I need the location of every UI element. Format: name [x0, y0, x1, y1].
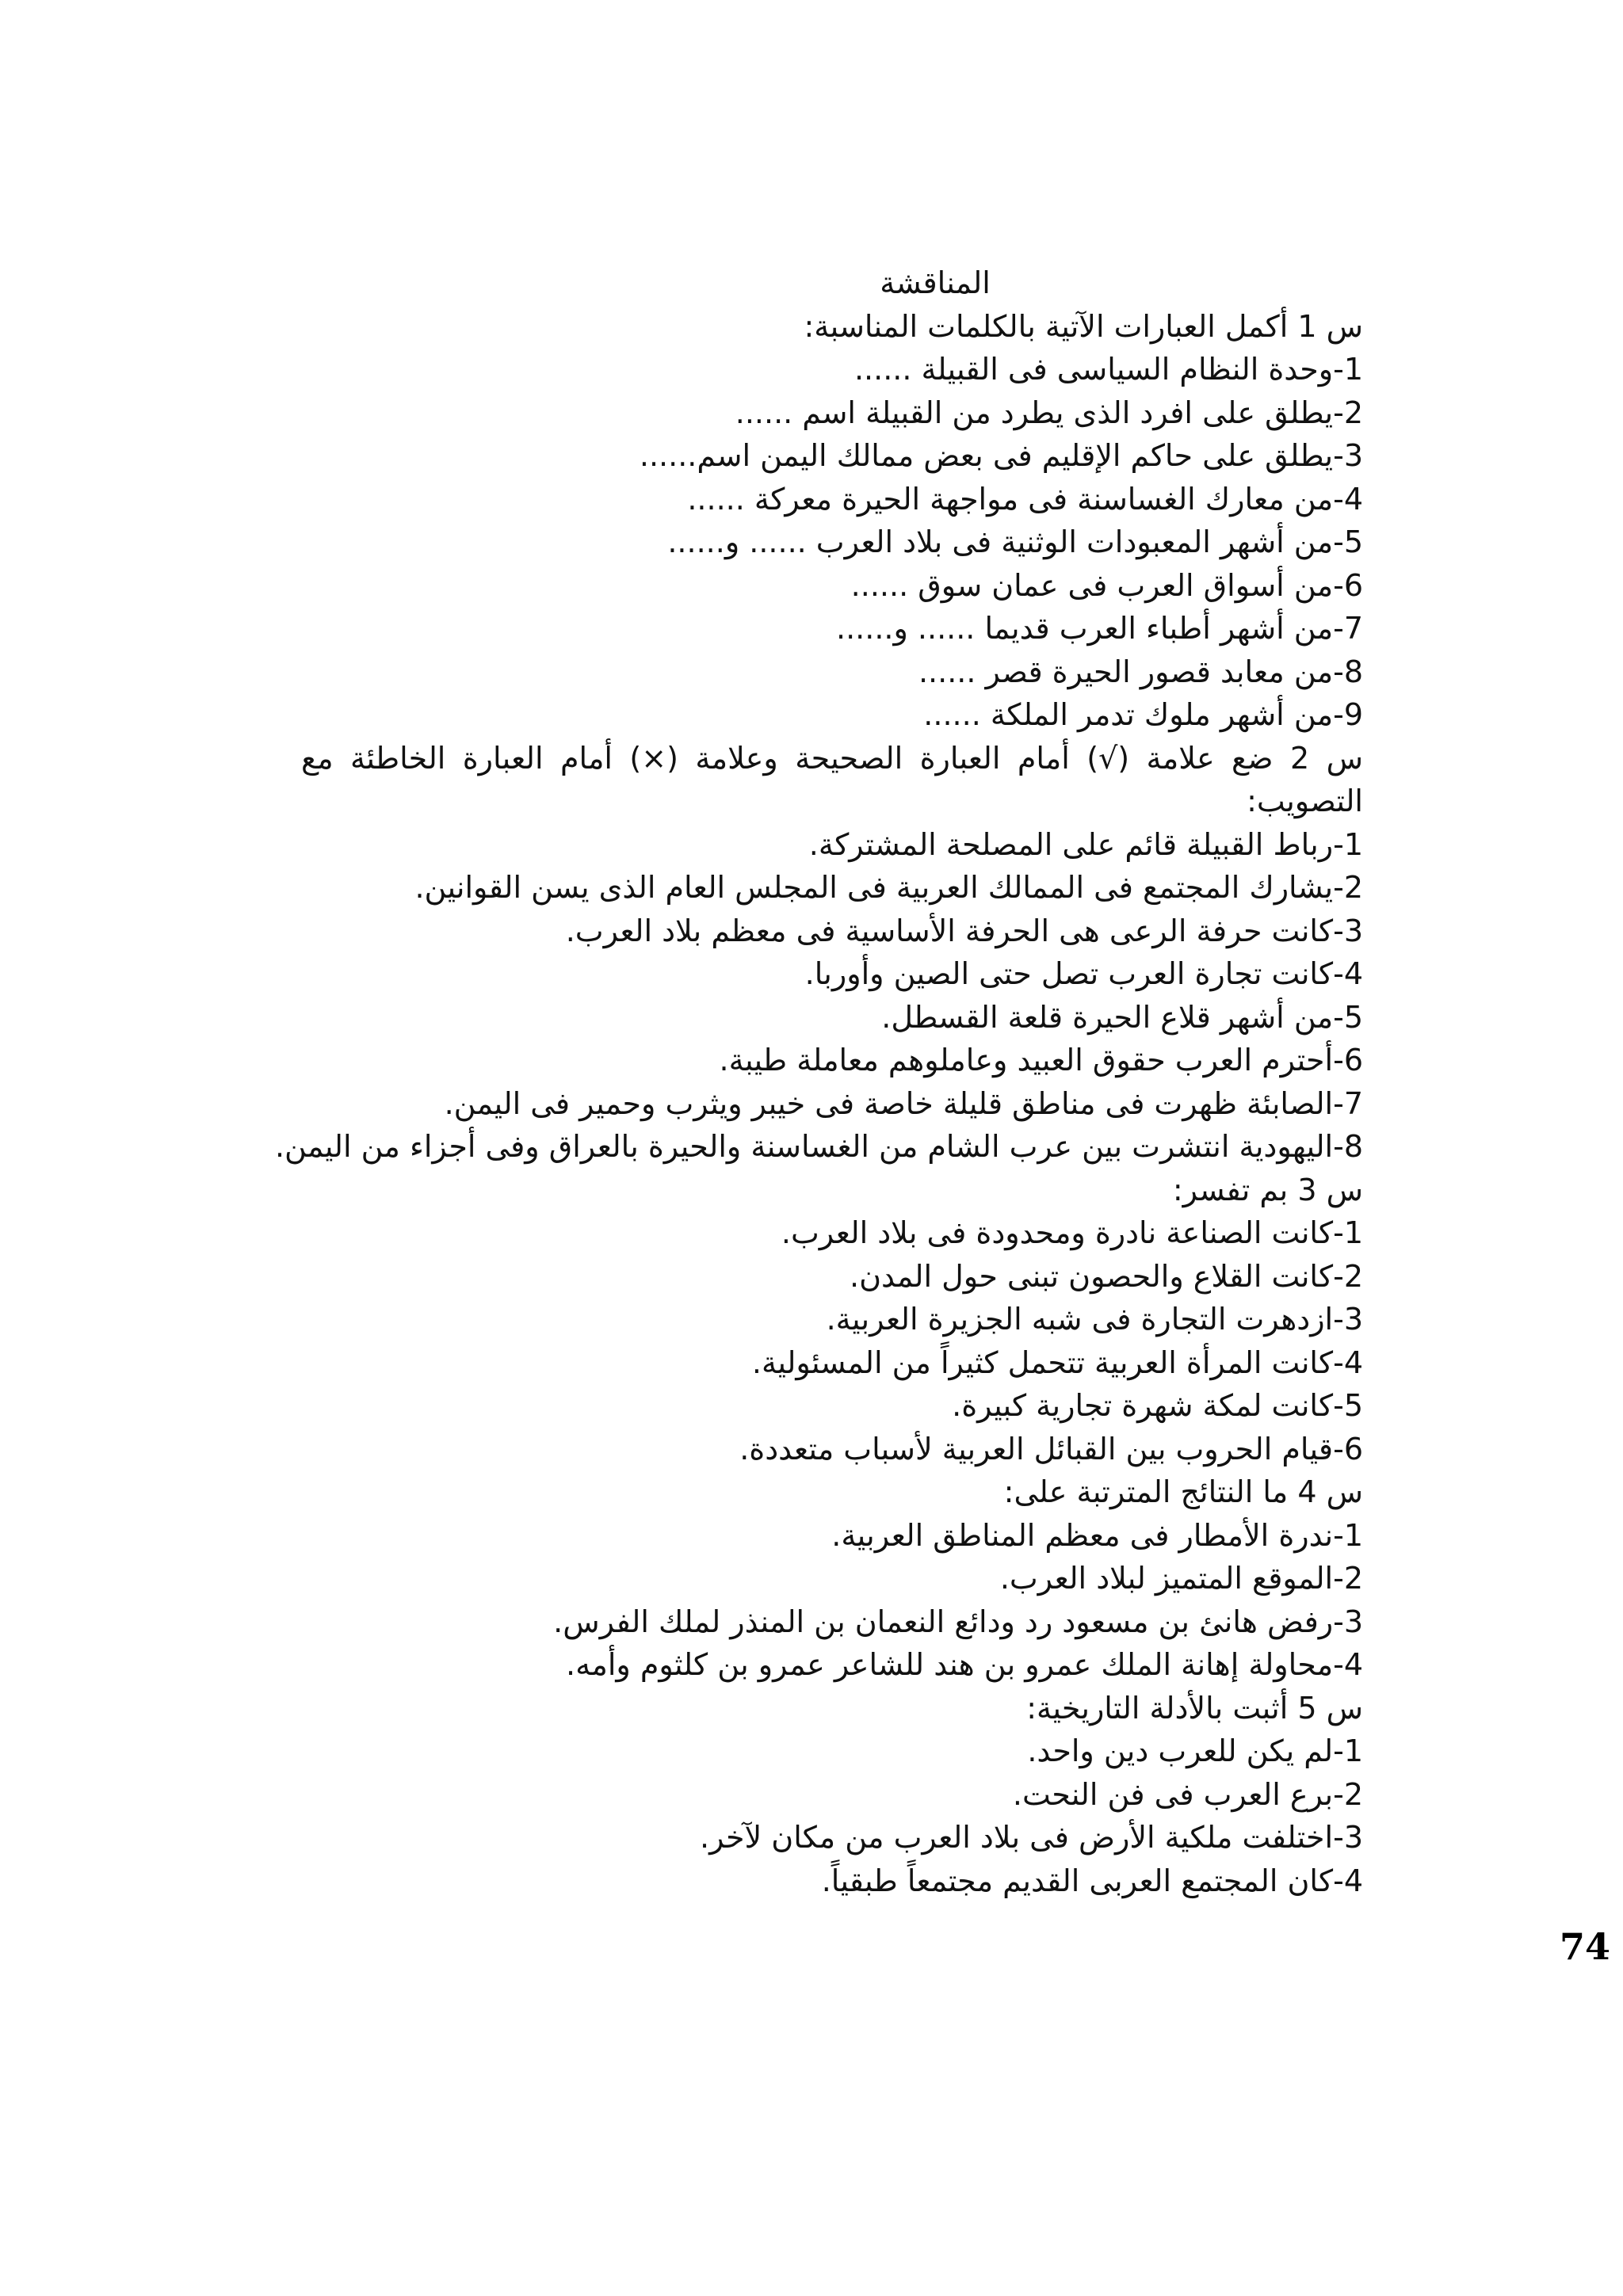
- question-5-item-1: 1-لم يكن للعرب دين واحد.: [1027, 1733, 1363, 1768]
- question-4-item-2: 2-الموقع المتميز لبلاد العرب.: [999, 1561, 1363, 1596]
- question-5-heading: س 5 أثبت بالأدلة التاريخية:: [1026, 1690, 1363, 1726]
- question-2-item-8: 8-اليهودية انتشرت بين عرب الشام من الغساسنة والحيرة بالعراق وفى أجزاء من اليمن.: [274, 1129, 1363, 1164]
- question-1-item-2: 2-يطلق على افرد الذى يطرد من القبيلة اسم ......: [735, 395, 1363, 430]
- question-1-item-7: 7-من أشهر أطباء العرب قديما ...... و......: [836, 611, 1363, 646]
- question-1-item-5: 5-من أشهر المعبودات الوثنية فى بلاد العرب ...... و......: [667, 524, 1363, 559]
- question-2-item-4: 4-كانت تجارة العرب تصل حتى الصين وأوربا.: [804, 956, 1363, 991]
- discussion-section: [274, 261, 1363, 1902]
- question-1-item-8: 8-من معابد قصور الحيرة قصر ......: [918, 654, 1363, 689]
- question-5-item-2: 2-برع العرب فى فن النحت.: [1012, 1776, 1363, 1812]
- question-2-heading-continuation: التصويب:: [1247, 784, 1363, 818]
- question-2-item-5: 5-من أشهر قلاع الحيرة قلعة القسطل.: [881, 999, 1363, 1035]
- question-4-item-1: 1-ندرة الأمطار فى معظم المناطق العربية.: [831, 1517, 1363, 1553]
- question-2-item-2: 2-يشارك المجتمع فى الممالك العربية فى المجلس العام الذى يسن القوانين.: [414, 870, 1363, 905]
- question-5-item-4: 4-كان المجتمع العربى القديم مجتمعاً طبقياً.: [821, 1863, 1363, 1898]
- question-3-item-4: 4-كانت المرأة العربية تتحمل كثيراً من المسئولية.: [751, 1344, 1363, 1380]
- question-5-item-3: 3-اختلفت ملكية الأرض فى بلاد العرب من مكان لآخر.: [700, 1820, 1363, 1855]
- question-1-heading: س 1 أكمل العبارات الآتية بالكلمات المناسبة:: [804, 308, 1363, 344]
- question-3-item-3: 3-ازدهرت التجارة فى شبه الجزيرة العربية.: [826, 1302, 1363, 1337]
- question-1-item-4: 4-من معارك الغساسنة فى مواجهة الحيرة معركة ......: [687, 481, 1363, 517]
- question-3-item-1: 1-كانت الصناعة نادرة ومحدودة فى بلاد العرب.: [781, 1215, 1363, 1250]
- question-2-item-3: 3-كانت حرفة الرعى هى الحرفة الأساسية فى معظم بلاد العرب.: [565, 913, 1363, 948]
- question-1-item-9: 9-من أشهر ملوك تدمر الملكة ......: [923, 697, 1363, 732]
- question-4-item-3: 3-رفض هانئ بن مسعود رد ودائع النعمان بن المنذر لملك الفرس.: [553, 1604, 1363, 1639]
- question-1-item-3: 3-يطلق على حاكم الإقليم فى بعض ممالك اليمن اسم......: [639, 438, 1363, 473]
- question-3-heading: س 3 بم تفسر:: [1172, 1172, 1363, 1207]
- question-2-item-7: 7-الصابئة ظهرت فى مناطق قليلة خاصة فى خيبر ويثرب وحمير فى اليمن.: [444, 1085, 1363, 1121]
- question-1-item-6: 6-من أسواق العرب فى عمان سوق ......: [850, 567, 1363, 603]
- question-4-heading: س 4 ما النتائج المترتبة على:: [1003, 1474, 1363, 1509]
- question-1-item-1: 1-وحدة النظام السياسى فى القبيلة ......: [854, 352, 1363, 387]
- question-3-item-6: 6-قيام الحروب بين القبائل العربية لأسباب متعددة.: [739, 1431, 1363, 1466]
- question-2-heading: س 2 ضع علامة (√) أمام العبارة الصحيحة وعلامة (×) أمام العبارة الخاطئة مع: [301, 740, 1363, 776]
- question-3-item-5: 5-كانت لمكة شهرة تجارية كبيرة.: [952, 1388, 1363, 1423]
- section-title: المناقشة: [880, 265, 991, 300]
- page-number: 74: [1560, 1925, 1611, 1968]
- question-2-item-6: 6-أحترم العرب حقوق العبيد وعاملوهم معاملة طيبة.: [719, 1043, 1363, 1077]
- question-3-item-2: 2-كانت القلاع والحصون تبنى حول المدن.: [849, 1258, 1363, 1294]
- question-2-item-1: 1-رباط القبيلة قائم على المصلحة المشتركة.: [808, 826, 1363, 862]
- question-4-item-4: 4-محاولة إهانة الملك عمرو بن هند للشاعر عمرو بن كلثوم وأمه.: [566, 1647, 1363, 1682]
